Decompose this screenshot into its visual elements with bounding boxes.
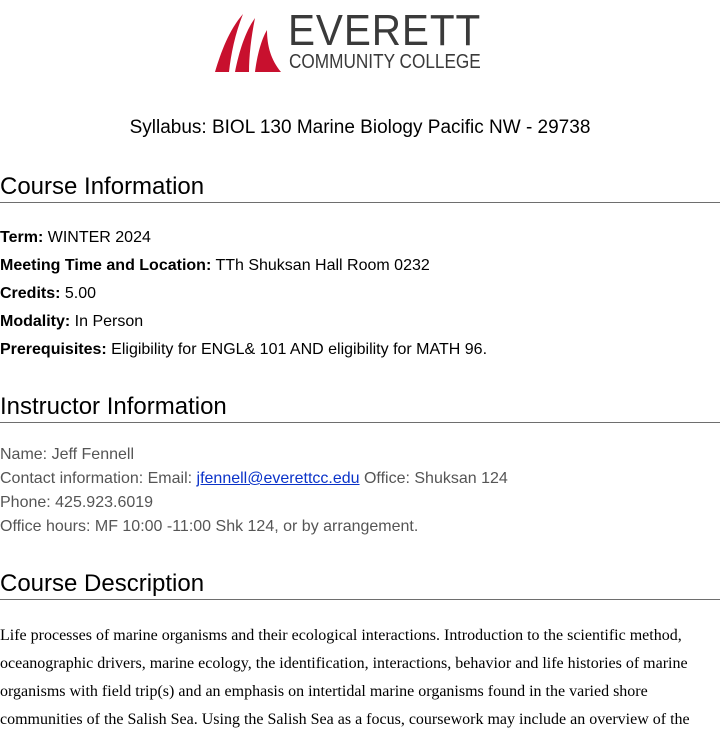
prerequisites-line <box>0 340 487 360</box>
instructor-office-hours: Office hours: MF 10:00 -11:00 Shk 124, or by arrangement. <box>0 518 419 535</box>
term-value: WINTER 2024 <box>47 229 151 246</box>
term-label: Term: <box>0 229 44 246</box>
credits-label: Credits: <box>0 285 61 302</box>
college-logo <box>0 6 720 76</box>
logo-word-community-college: COMMUNITY COLLEGE <box>289 51 481 73</box>
meeting-line <box>0 256 430 276</box>
instructor-email-link[interactable]: jfennell@everettcc.edu <box>196 470 360 487</box>
instructor-information-heading: Instructor Information <box>0 392 720 423</box>
meeting-value: TTh Shuksan Hall Room 0232 <box>215 257 430 274</box>
page-title: Syllabus: BIOL 130 Marine Biology Pacific NW - 29738 <box>129 117 591 138</box>
term-line <box>0 228 151 248</box>
modality-label: Modality: <box>0 313 71 330</box>
modality-line <box>0 312 143 332</box>
instructor-office: Office: Shuksan 124 <box>363 470 508 487</box>
meeting-label: Meeting Time and Location: <box>0 257 212 274</box>
modality-value: In Person <box>74 313 144 330</box>
instructor-contact <box>0 469 508 489</box>
credits-line <box>0 284 96 304</box>
instructor-phone: Phone: 425.923.6019 <box>0 494 154 511</box>
course-description-heading: Course Description <box>0 569 720 600</box>
course-description-text: Life processes of marine organisms and their ecological interactions. Introduction to the scientific method, oceanographic drivers, marine ecology, the identification, interactions, behavior and life histories of marine organisms with field trip(s) and an emphasis on intertidal marine organisms found in the varied shore communities of the Salish Sea. Using the Salish Sea as a focus, coursework may include an overview of the <box>0 627 690 728</box>
logo-word-everett: EVERETT <box>288 6 482 55</box>
instructor-name: Name: Jeff Fennell <box>0 446 134 463</box>
prerequisites-label: Prerequisites: <box>0 341 107 358</box>
contact-prefix: Contact information: Email: <box>0 470 193 487</box>
course-information-heading: Course Information <box>0 172 720 203</box>
prerequisites-value: Eligibility for ENGL& 101 AND eligibility for MATH 96. <box>111 341 488 358</box>
credits-value: 5.00 <box>64 285 97 302</box>
logo-sail-icon <box>213 12 283 74</box>
